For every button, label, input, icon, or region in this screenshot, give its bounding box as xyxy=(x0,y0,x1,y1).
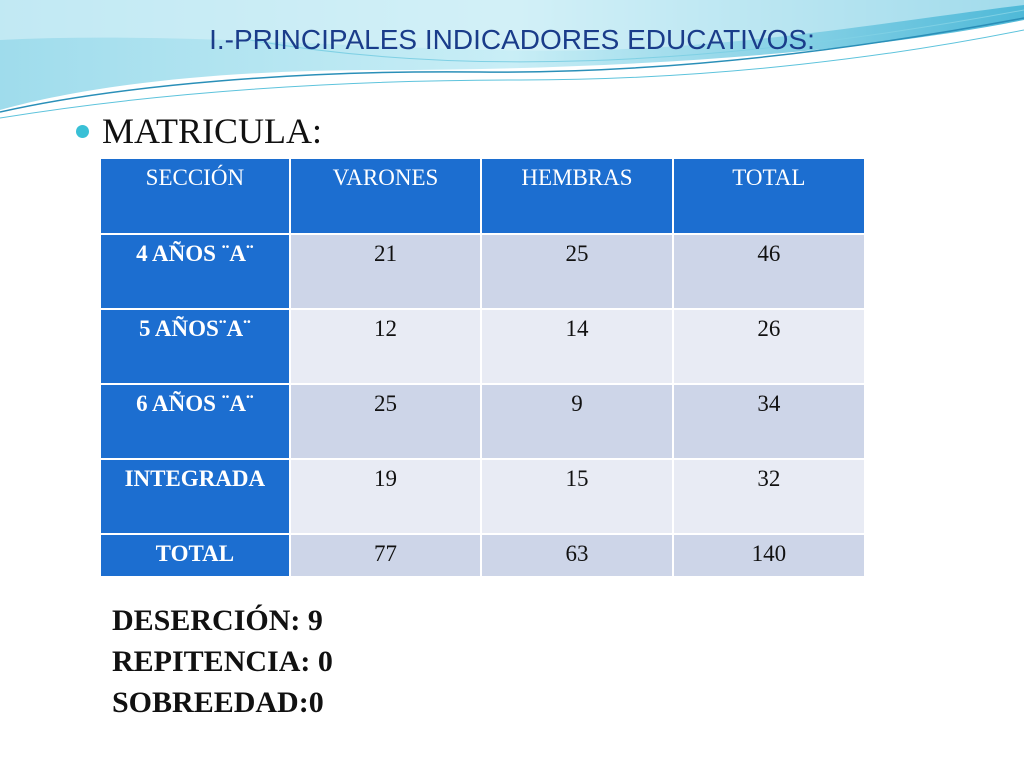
sobreedad-stat: SOBREEDAD:0 xyxy=(112,686,324,719)
column-header-varones: VARONES xyxy=(290,158,481,234)
hembras-cell: 63 xyxy=(481,534,673,577)
varones-cell: 25 xyxy=(290,384,481,459)
enrollment-table xyxy=(99,157,866,578)
total-cell: 140 xyxy=(673,534,865,577)
indicator-stats xyxy=(112,600,333,723)
varones-cell: 77 xyxy=(290,534,481,577)
total-cell: 46 xyxy=(673,234,865,309)
varones-cell: 19 xyxy=(290,459,481,534)
table-row xyxy=(100,459,865,534)
matricula-bullet xyxy=(76,110,322,152)
bullet-dot-icon xyxy=(76,125,89,138)
row-label: 5 AÑOS¨A¨ xyxy=(100,309,290,384)
column-header-total: TOTAL xyxy=(673,158,865,234)
row-label: INTEGRADA xyxy=(100,459,290,534)
column-header-seccion: SECCIÓN xyxy=(100,158,290,234)
row-label: 6 AÑOS ¨A¨ xyxy=(100,384,290,459)
total-cell: 32 xyxy=(673,459,865,534)
column-header-hembras: HEMBRAS xyxy=(481,158,673,234)
varones-cell: 12 xyxy=(290,309,481,384)
total-cell: 26 xyxy=(673,309,865,384)
table-header-row xyxy=(100,158,865,234)
hembras-cell: 25 xyxy=(481,234,673,309)
table-row xyxy=(100,234,865,309)
table-row xyxy=(100,309,865,384)
row-label: TOTAL xyxy=(100,534,290,577)
table-total-row xyxy=(100,534,865,577)
varones-cell: 21 xyxy=(290,234,481,309)
repitencia-stat: REPITENCIA: 0 xyxy=(112,645,333,678)
hembras-cell: 9 xyxy=(481,384,673,459)
matricula-heading: MATRICULA: xyxy=(102,111,323,151)
desercion-stat: DESERCIÓN: 9 xyxy=(112,604,323,637)
row-label: 4 AÑOS ¨A¨ xyxy=(100,234,290,309)
slide-title: I.-PRINCIPALES INDICADORES EDUCATIVOS: xyxy=(209,24,815,55)
hembras-cell: 15 xyxy=(481,459,673,534)
table-row xyxy=(100,384,865,459)
hembras-cell: 14 xyxy=(481,309,673,384)
total-cell: 34 xyxy=(673,384,865,459)
